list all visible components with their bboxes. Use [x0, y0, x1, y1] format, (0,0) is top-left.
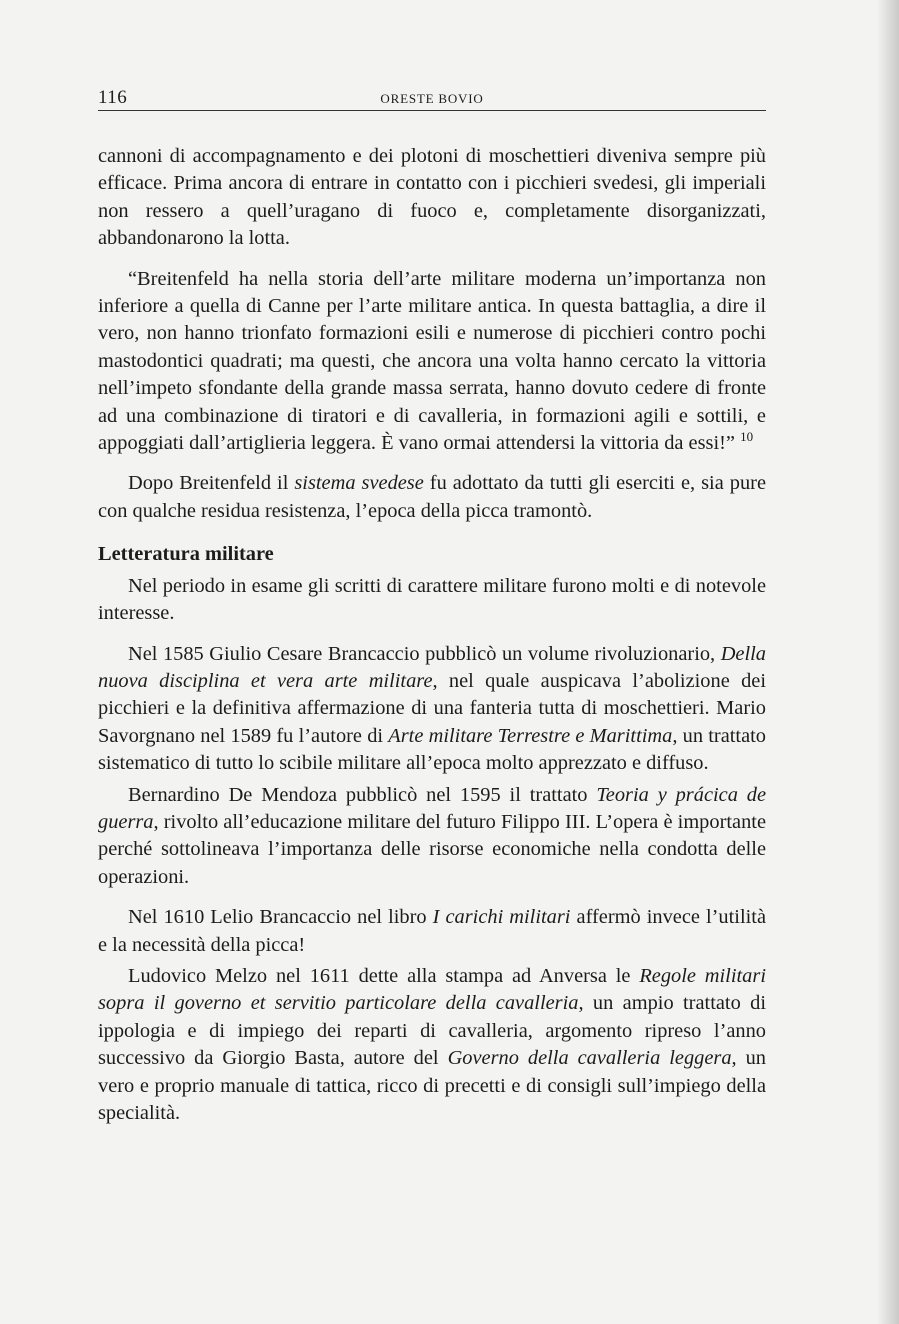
- paragraph-6-italic: Teoria y prácica de guerra: [98, 783, 767, 833]
- paragraph-5-italic-b: Arte militare Terrestre e Marittima: [388, 724, 673, 747]
- paragraph-6-text-a: Bernardino De Mendoza pubblicò nel 1595 il trattato: [128, 783, 597, 806]
- paragraph-5-italic-a: Della nuova disciplina et vera arte militare: [98, 642, 766, 692]
- paragraph-8-text-a: Ludovico Melzo nel 1611 dette alla stampa ad Anversa le: [128, 964, 640, 987]
- paragraph-3-text-b: fu adottato da tutti gli eserciti e, sia pure con qualche residua resistenza, l’epoca della picca tramontò.: [98, 472, 767, 522]
- paragraph-quote: [98, 266, 766, 458]
- paragraph-8-text-b: , un ampio trattato di ippologia e di impiego dei reparti di cavalleria, argomento ripreso l’anno successivo da Giorgio Basta, autore del: [98, 992, 766, 1070]
- paragraph-3: [98, 470, 766, 525]
- paragraph-7: [98, 904, 766, 959]
- paragraph-4: Nel periodo in esame gli scritti di carattere militare furono molti e di notevole interesse.: [98, 574, 766, 625]
- paragraph-8: [98, 963, 766, 1127]
- paragraph-5-text-b: , nel quale auspicava l’abolizione dei picchieri e la definitiva affermazione di una fanteria tutta di moschettieri. Mario Savorgnano nel 1589 fu l’autore di: [98, 669, 766, 747]
- paragraph-1: cannoni di accompagnamento e dei plotoni di moschettieri diveniva sempre più efficace. Prima ancora di entrare in contatto con i picchieri svedesi, gli imperiali non ressero a quell’uragano di fuoco e, completamente disorganizzati, abbandonarono la lotta.: [98, 145, 766, 250]
- paragraph-8-italic-b: Governo della cavalleria leggera: [447, 1047, 732, 1070]
- paragraph-8-text-c: , un vero e proprio manuale di tattica, ricco di precetti e di consigli sull’impiego della specialità.: [98, 1047, 766, 1124]
- paragraph-3-italic: sistema svedese: [294, 472, 424, 495]
- body-text: [98, 143, 766, 1127]
- paragraph-7-text-b: affermò invece l’utilità e la necessità della picca!: [98, 906, 766, 956]
- paragraph-8-italic-a: Regole militari sopra il governo et servitio particolare della cavalleria: [98, 964, 766, 1015]
- running-head: ORESTE BOVIO: [380, 91, 484, 106]
- paragraph-3-text-a: Dopo Breitenfeld il: [128, 472, 295, 495]
- section-heading: Letteratura militare: [98, 543, 274, 566]
- paragraph-6: [98, 782, 766, 892]
- paragraph-6-text-b: , rivolto all’educazione militare del futuro Filippo III. L’opera è importante perché sottolineava l’importanza delle risorse economiche nella condotta delle operazioni.: [98, 810, 766, 888]
- page-header: [98, 86, 766, 111]
- page-edge-shadow: [877, 0, 899, 1324]
- page-number: 116: [98, 87, 128, 108]
- paragraph-7-italic: I carichi militari: [432, 906, 571, 929]
- paragraph-5-text-a: Nel 1585 Giulio Cesare Brancaccio pubblicò un volume rivoluzionario,: [128, 642, 721, 665]
- paragraph-5-text-c: , un trattato sistematico di tutto lo scibile militare all’epoca molto apprezzato e diffuso.: [98, 724, 766, 775]
- paragraph-5: [98, 641, 766, 778]
- footnote-ref: 10: [740, 429, 754, 445]
- quote-text: “Breitenfeld ha nella storia dell’arte militare moderna un’importanza non inferiore a quella di Canne per l’arte militare antica. In questa battaglia, a dire il vero, non hanno trionfato formazioni esili e numerose di picchieri contro pochi mastodontici quadrati; ma questi, che ancora una volta hanno cercato la vittoria nell’impeto sfondante della grande massa serrata, hanno dovuto cedere di fronte ad una combinazione di tiratori e di cavalleria, in formazioni agili e sottili, e appoggiati dall’artiglieria leggera. È vano ormai attendersi la vittoria da essi!”: [98, 267, 766, 455]
- paragraph-7-text-a: Nel 1610 Lelio Brancaccio nel libro: [128, 906, 433, 929]
